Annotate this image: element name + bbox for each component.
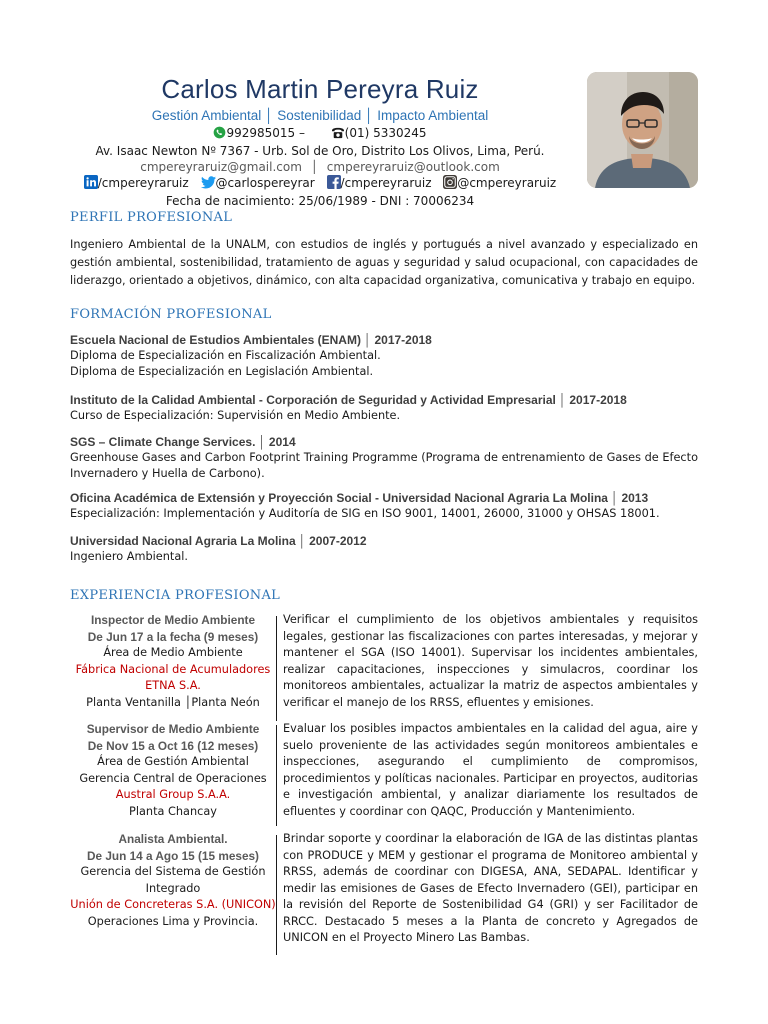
section-title-formacion: FORMACIÓN PROFESIONAL [70,307,272,322]
linkedin-handle: /cmpereyraruiz [97,176,189,190]
job-dates: De Jun 14 a Ago 15 (15 meses) [86,848,259,863]
profile-photo [587,72,698,188]
job-area: Área de Gestión Ambiental [97,755,249,768]
cv-header [70,72,570,209]
education-detail: Ingeniero Ambiental. [70,550,188,563]
job-role: Supervisor de Medio Ambiente [86,722,260,736]
education-item [70,490,700,522]
job-location: Operaciones Lima y Provincia. [87,914,259,928]
job-meta [70,612,276,711]
education-detail: Greenhouse Gases and Carbon Footprint Training Programme (Programa de entrenamiento de Gases de Efecto Invernadero y Huella de Carbono). [70,451,698,480]
twitter-icon [201,176,216,193]
instagram-handle: @cmpereyraruiz [457,176,557,190]
job-divider [276,616,277,721]
phone-icon [331,127,345,143]
email-gmail[interactable]: cmpereyraruiz@gmail.com [140,160,302,174]
section-title-perfil: PERFIL PROFESIONAL [70,210,233,225]
education-institution: Oficina Académica de Extensión y Proyección Social - Universidad Nacional Agraria La Molina │ 2013 [70,491,649,505]
job-role: Inspector de Medio Ambiente [90,613,256,627]
perfil-text: Ingeniero Ambiental de la UNALM, con estudios de inglés y portugués a nivel avanzado y especializado en gestión ambiental, sostenibilidad, tratamiento de aguas y seguridad y salud ocupacional, con capacidades de liderazgo, orientado a objetivos, dinámico, con alta capacidad organizativa, comunicativa y trabajo en equipo. [70,238,698,287]
job-area: Área de Medio Ambiente [103,646,243,659]
linkedin-link[interactable] [84,176,193,190]
job-location: Planta Ventanilla │Planta Neón [86,695,260,709]
email-line [70,159,570,175]
job-description: Evaluar los posibles impactos ambientales en la calidad del agua, aire y suelo proveniente de las actividades según monitoreos ambientales e inspecciones, asegurando el cumplimiento de compromisos, procedimientos y políticas nacionales. Participar en proyectos, auditorias e investigación ambiental, y analizar diariamente los resultados de efluentes y coordinar con QAQC, Producción y Mantenimiento. [283,722,698,818]
education-detail: Diploma de Especialización en Legislación Ambiental. [70,365,374,378]
job-company: Fábrica Nacional de Acumuladores ETNA S.A. [75,662,271,692]
job-company: Unión de Concreteras S.A. (UNICON) [70,898,276,911]
education-detail: Diploma de Especialización en Fiscalización Ambiental. [70,349,381,362]
landline-number: (01) 5330245 [344,126,427,140]
job-dates: De Nov 15 a Oct 16 (12 meses) [87,738,259,753]
job-description: Brindar soporte y coordinar la elaboración de IGA de las distintas plantas con PRODUCE y MEM y gestionar el programa de Monitoreo ambiental y RRSS, además de coordinar con DIGESA, ANA, SEDAPAL. Identificar y medir las emisiones de Gases de Efecto Invernadero (GEI), participar en la revisión del Reporte de Sostenibilidad G4 (GRI) y ser Facilitador de RRCC. Destacado 5 meses a la Planta de concreto y Agregados de UNICON en el Proyecto Minero Las Bambas. [283,832,698,944]
address: Av. Isaac Newton Nº 7367 - Urb. Sol de Oro, Distrito Los Olivos, Lima, Perú. [95,144,545,158]
email-separator: │ [310,160,318,174]
education-item [70,533,700,565]
phone-line [70,125,570,143]
job-role: Analista Ambiental. [118,832,228,846]
job-divider [276,725,277,826]
job-description: Verificar el cumplimiento de los objetivos ambientales y requisitos legales, gestionar las fiscalizaciones con partes interesadas, y mejorar y mantener el SGA (ISO 14001). Supervisar los incidentes ambientales, realizar capacitaciones, inspecciones y simulacros, coordinar los monitoreos ambientales, actualizar la matriz de aspectos ambientales y verificar el manejo de los RRSS, efluentes y emisiones. [283,613,698,709]
education-item [70,434,700,482]
facebook-icon [327,175,341,193]
job-area-secondary: Gerencia Central de Operaciones [79,771,267,785]
job-dates: De Jun 17 a la fecha (9 meses) [87,629,259,644]
education-institution: Escuela Nacional de Estudios Ambientales (ENAM) │ 2017-2018 [70,333,432,347]
section-title-experiencia: EXPERIENCIA PROFESIONAL [70,588,281,603]
education-institution: SGS – Climate Change Services. │ 2014 [70,435,296,449]
birth-and-id: Fecha de nacimiento: 25/06/1989 - DNI : 70006234 [165,194,475,208]
social-line [70,175,570,193]
full-name: Carlos Martin Pereyra Ruiz [161,74,479,104]
professional-subtitle: Gestión Ambiental │ Sostenibilidad │ Impacto Ambiental [151,108,489,123]
education-item [70,332,700,380]
linkedin-icon [84,175,98,193]
education-institution: Instituto de la Calidad Ambiental - Corporación de Seguridad y Actividad Empresarial │ 2017-2018 [70,393,627,407]
facebook-link[interactable] [327,176,436,190]
education-detail: Curso de Especialización: Supervisión en Medio Ambiente. [70,409,401,422]
instagram-link[interactable] [443,176,556,190]
education-detail: Especialización: Implementación y Auditoría de SIG en ISO 9001, 14001, 26000, 31000 y OHSAS 18001. [70,507,660,520]
education-institution: Universidad Nacional Agraria La Molina │ 2007-2012 [70,534,367,548]
job-meta [70,721,276,820]
twitter-link[interactable] [201,176,319,190]
job-divider [276,835,277,955]
instagram-icon [443,175,457,193]
mobile-number: 992985015 – [226,126,305,140]
job-area: Gerencia del Sistema de Gestión Integrado [80,865,266,895]
twitter-handle: @carlospereyrar [215,176,315,190]
job-location: Planta Chancay [129,804,217,818]
whatsapp-icon [213,126,226,143]
job-company: Austral Group S.A.A. [115,788,231,801]
education-item [70,392,700,424]
email-outlook[interactable]: cmpereyraruiz@outlook.com [326,160,500,174]
job-meta [70,831,276,930]
facebook-handle: /cmpereyraruiz [340,176,432,190]
